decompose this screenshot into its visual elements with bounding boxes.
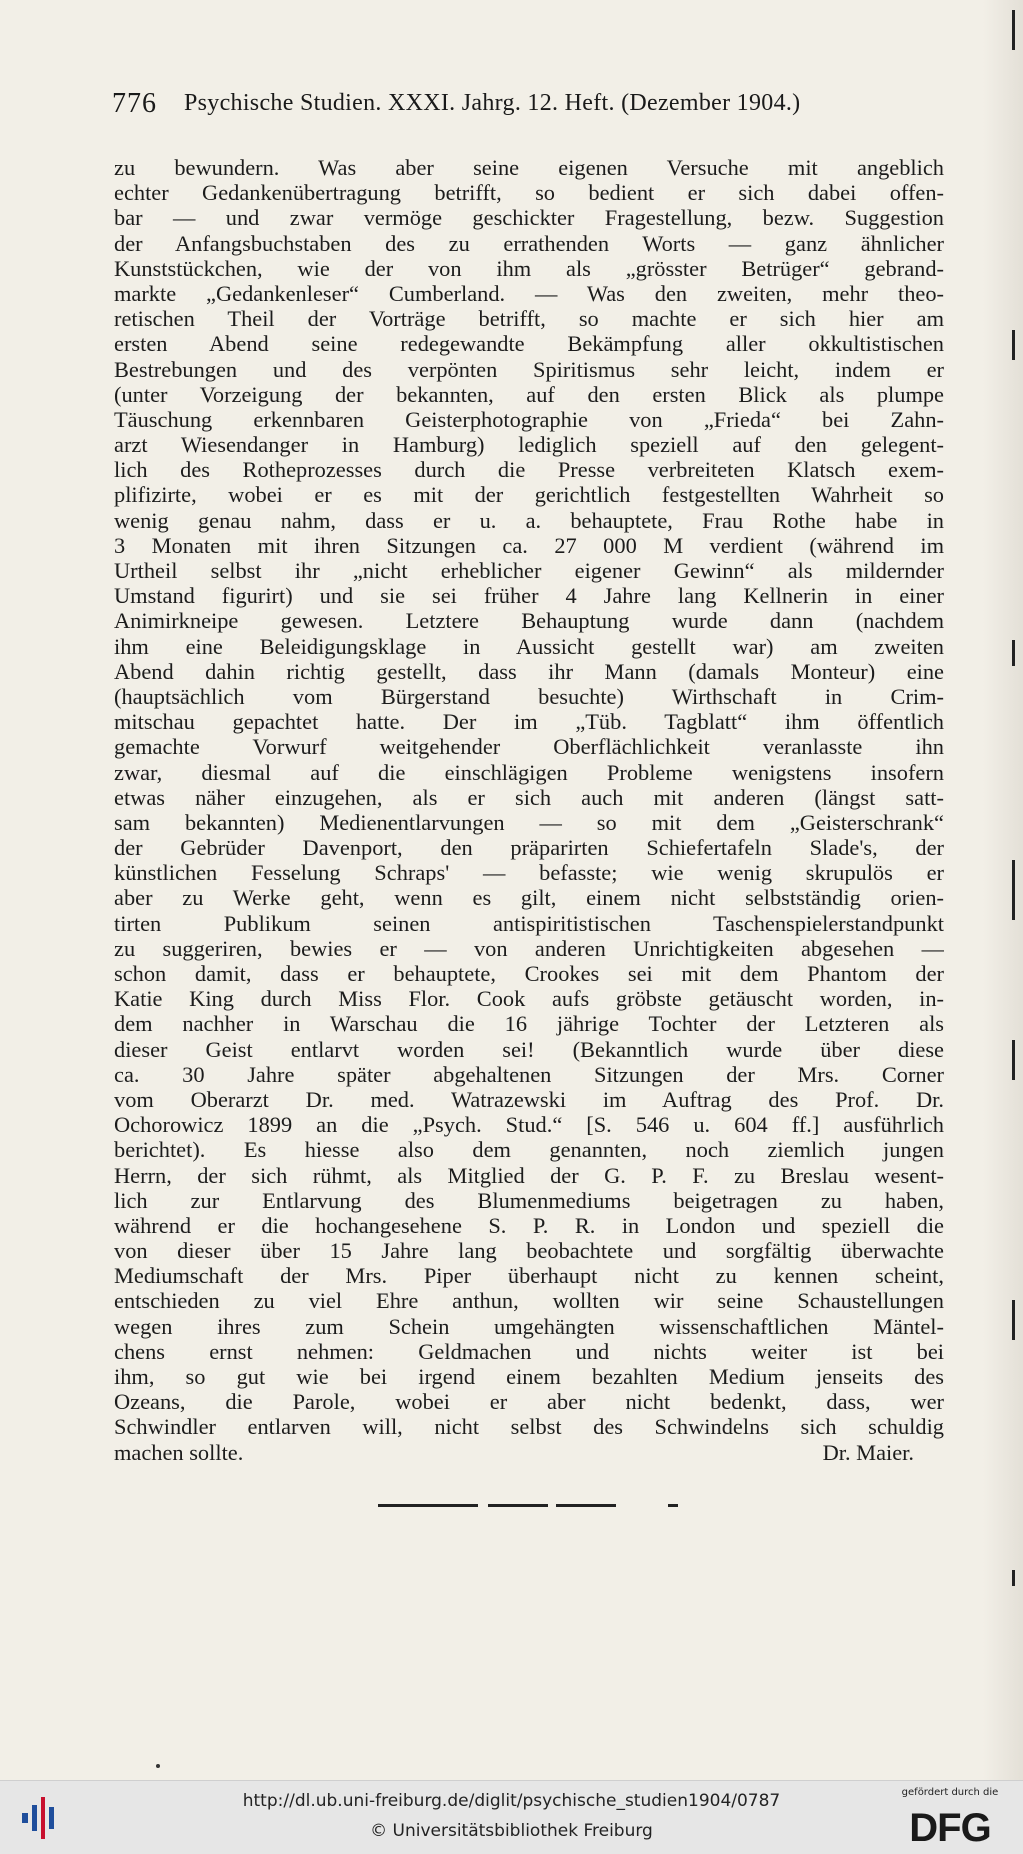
text-line: wenig genau nahm, dass er u. a. behauptete, Frau Rothe habe in — [114, 507, 944, 533]
text-line: vom Oberarzt Dr. med. Watrazewski im Auftrag des Prof. Dr. — [114, 1086, 944, 1112]
end-rule — [378, 1503, 678, 1509]
text-line: bar — und zwar vermöge geschickter Fragestellung, bezw. Suggestion — [114, 205, 944, 231]
text-line: 3 Monaten mit ihren Sitzungen ca. 27 000 M verdient (während im — [114, 532, 944, 558]
text-line: mitschau gepachtet hatte. Der im „Tüb. Tagblatt“ ihm öffentlich — [114, 709, 944, 735]
rule-segment — [378, 1504, 478, 1507]
edge-mark — [1012, 1570, 1015, 1586]
rule-segment — [556, 1504, 616, 1507]
closing-text: machen sollte. — [114, 1439, 244, 1465]
text-line: tirten Publikum seinen antispiritistischen Taschenspielerstandpunkt — [114, 910, 944, 936]
text-line: lich zur Entlarvung des Blumenmediums beigetragen zu haben, — [114, 1187, 944, 1213]
text-line: ihm, so gut wie bei irgend einem bezahlten Medium jenseits des — [114, 1364, 944, 1389]
text-line: Umstand figurirt) und sie sei früher 4 Jahre lang Kellnerin in einer — [114, 583, 944, 609]
edge-mark — [1012, 1040, 1015, 1080]
text-line: ca. 30 Jahre später abgehaltenen Sitzungen der Mrs. Corner — [114, 1061, 944, 1087]
running-title: Psychische Studien. XXXI. Jahrg. 12. Heft. (Dezember 1904.) — [184, 90, 801, 116]
text-line: arzt Wiesendanger in Hamburg) lediglich speziell auf den gelegent- — [114, 432, 944, 458]
text-line: zwar, diesmal auf die einschlägigen Probleme wenigstens insofern — [114, 759, 944, 785]
text-line: Täuschung erkennbaren Geisterphotographie von „Frieda“ bei Zahn- — [114, 406, 944, 432]
text-line: während er die hochangesehene S. P. R. in London und speziell die — [114, 1212, 944, 1238]
text-line: Mediumschaft der Mrs. Piper überhaupt nicht zu kennen scheint, — [114, 1263, 944, 1289]
text-line: Herrn, der sich rühmt, als Mitglied der G. P. F. zu Breslau wesent- — [114, 1162, 944, 1188]
dfg-caption: gefördert durch die — [901, 1787, 999, 1798]
text-line: markte „Gedankenleser“ Cumberland. — Was den zweiten, mehr theo- — [114, 280, 944, 306]
text-line: echter Gedankenübertragung betrifft, so bedient er sich dabei offen- — [114, 180, 944, 206]
footer-bar — [0, 1780, 1023, 1854]
text-line: zu suggeriren, bewies er — von anderen Unrichtigkeiten abgesehen — — [114, 935, 944, 961]
text-line: Urtheil selbst ihr „nicht erheblicher eigener Gewinn“ als mildernder — [114, 558, 944, 583]
edge-mark — [1012, 10, 1015, 50]
text-line: chens ernst nehmen: Geldmachen und nichts weiter ist bei — [114, 1338, 944, 1364]
text-line: Ochorowicz 1899 an die „Psych. Stud.“ [S. 546 u. 604 ff.] ausführlich — [114, 1112, 944, 1138]
author-signature: Dr. Maier. — [822, 1439, 914, 1465]
article-text — [114, 155, 944, 1465]
rule-segment — [668, 1504, 678, 1507]
text-line: ihm eine Beleidigungsklage in Aussicht gestellt war) am zweiten — [114, 633, 944, 659]
text-line-last — [114, 1440, 944, 1465]
page-edge-shadow — [983, 0, 1023, 1780]
text-line: künstlichen Fesselung Schraps' — befasste; wie wenig skrupulös er — [114, 860, 944, 886]
text-line: retischen Theil der Vorträge betrifft, so machte er sich hier am — [114, 306, 944, 332]
text-line: von dieser über 15 Jahre lang beobachtete und sorgfältig überwachte — [114, 1238, 944, 1264]
text-line: (hauptsächlich vom Bürgerstand besuchte) Wirthschaft in Crim- — [114, 683, 944, 709]
text-line: dem nachher in Warschau die 16 jährige Tochter der Letzteren als — [114, 1011, 944, 1037]
text-line: gemachte Vorwurf weitgehender Oberflächlichkeit veranlasste ihn — [114, 734, 944, 760]
footer-copyright: © Universitätsbibliothek Freiburg — [370, 1821, 653, 1841]
text-line: berichtet). Es hiesse also dem genannten, noch ziemlich jungen — [114, 1137, 944, 1163]
scan-speck — [156, 1764, 160, 1768]
running-header — [112, 88, 952, 122]
rule-segment — [488, 1504, 548, 1507]
text-line: ersten Abend seine redegewandte Bekämpfung aller okkultistischen — [114, 331, 944, 357]
text-line: der Anfangsbuchstaben des zu errathenden Worts — ganz ähnlicher — [114, 230, 944, 256]
text-line: dieser Geist entlarvt worden sei! (Bekanntlich wurde über diese — [114, 1036, 944, 1062]
text-line: Kunststückchen, wie der von ihm als „grösster Betrüger“ gebrand- — [114, 255, 944, 281]
edge-mark — [1012, 1300, 1015, 1340]
text-line: Ozeans, die Parole, wobei er aber nicht bedenkt, dass, wer — [114, 1389, 944, 1415]
text-line: Schwindler entlarven will, nicht selbst des Schwindelns sich schuldig — [114, 1414, 944, 1440]
text-line: (unter Vorzeigung der bekannten, auf den ersten Blick als plumpe — [114, 381, 944, 407]
text-line: aber zu Werke geht, wenn es gilt, einem nicht selbstständig orien- — [114, 885, 944, 911]
edge-mark — [1012, 330, 1015, 360]
text-line: Bestrebungen und des verpönten Spiritismus sehr leicht, indem er — [114, 356, 944, 382]
footer-url[interactable]: http://dl.ub.uni-freiburg.de/diglit/psychische_studien1904/0787 — [242, 1791, 781, 1811]
text-line: schon damit, dass er behauptete, Crookes sei mit dem Phantom der — [114, 961, 944, 986]
text-line: sam bekannten) Medienentlarvungen — so mit dem „Geisterschrank“ — [114, 809, 944, 835]
text-line: zu bewundern. Was aber seine eigenen Versuche mit angeblich — [114, 155, 944, 180]
text-line: etwas näher einzugehen, als er sich auch mit anderen (längst satt- — [114, 784, 944, 810]
text-line: wegen ihres zum Schein umgehängten wissenschaftlichen Mäntel- — [114, 1313, 944, 1339]
edge-mark — [1012, 640, 1015, 666]
dfg-logo — [895, 1785, 1005, 1851]
page-number: 776 — [112, 88, 157, 119]
text-line: Katie King durch Miss Flor. Cook aufs gröbste getäuscht worden, in- — [114, 986, 944, 1012]
dfg-logo-icon — [895, 1803, 1005, 1847]
text-line: Animirkneipe gewesen. Letztere Behauptung wurde dann (nachdem — [114, 608, 944, 634]
text-line: der Gebrüder Davenport, den präparirten Schiefertafeln Slade's, der — [114, 835, 944, 861]
dfg-logo-text: DFG — [909, 1806, 991, 1847]
text-line: plifizirte, wobei er es mit der gerichtlich festgestellten Wahrheit so — [114, 482, 944, 508]
edge-mark — [1012, 860, 1015, 920]
text-line: entschieden zu viel Ehre anthun, wollten wir seine Schaustellungen — [114, 1288, 944, 1314]
text-line: Abend dahin richtig gestellt, dass ihr Mann (damals Monteur) eine — [114, 658, 944, 684]
text-line: lich des Rotheprozesses durch die Presse verbreiteten Klatsch exem- — [114, 457, 944, 483]
